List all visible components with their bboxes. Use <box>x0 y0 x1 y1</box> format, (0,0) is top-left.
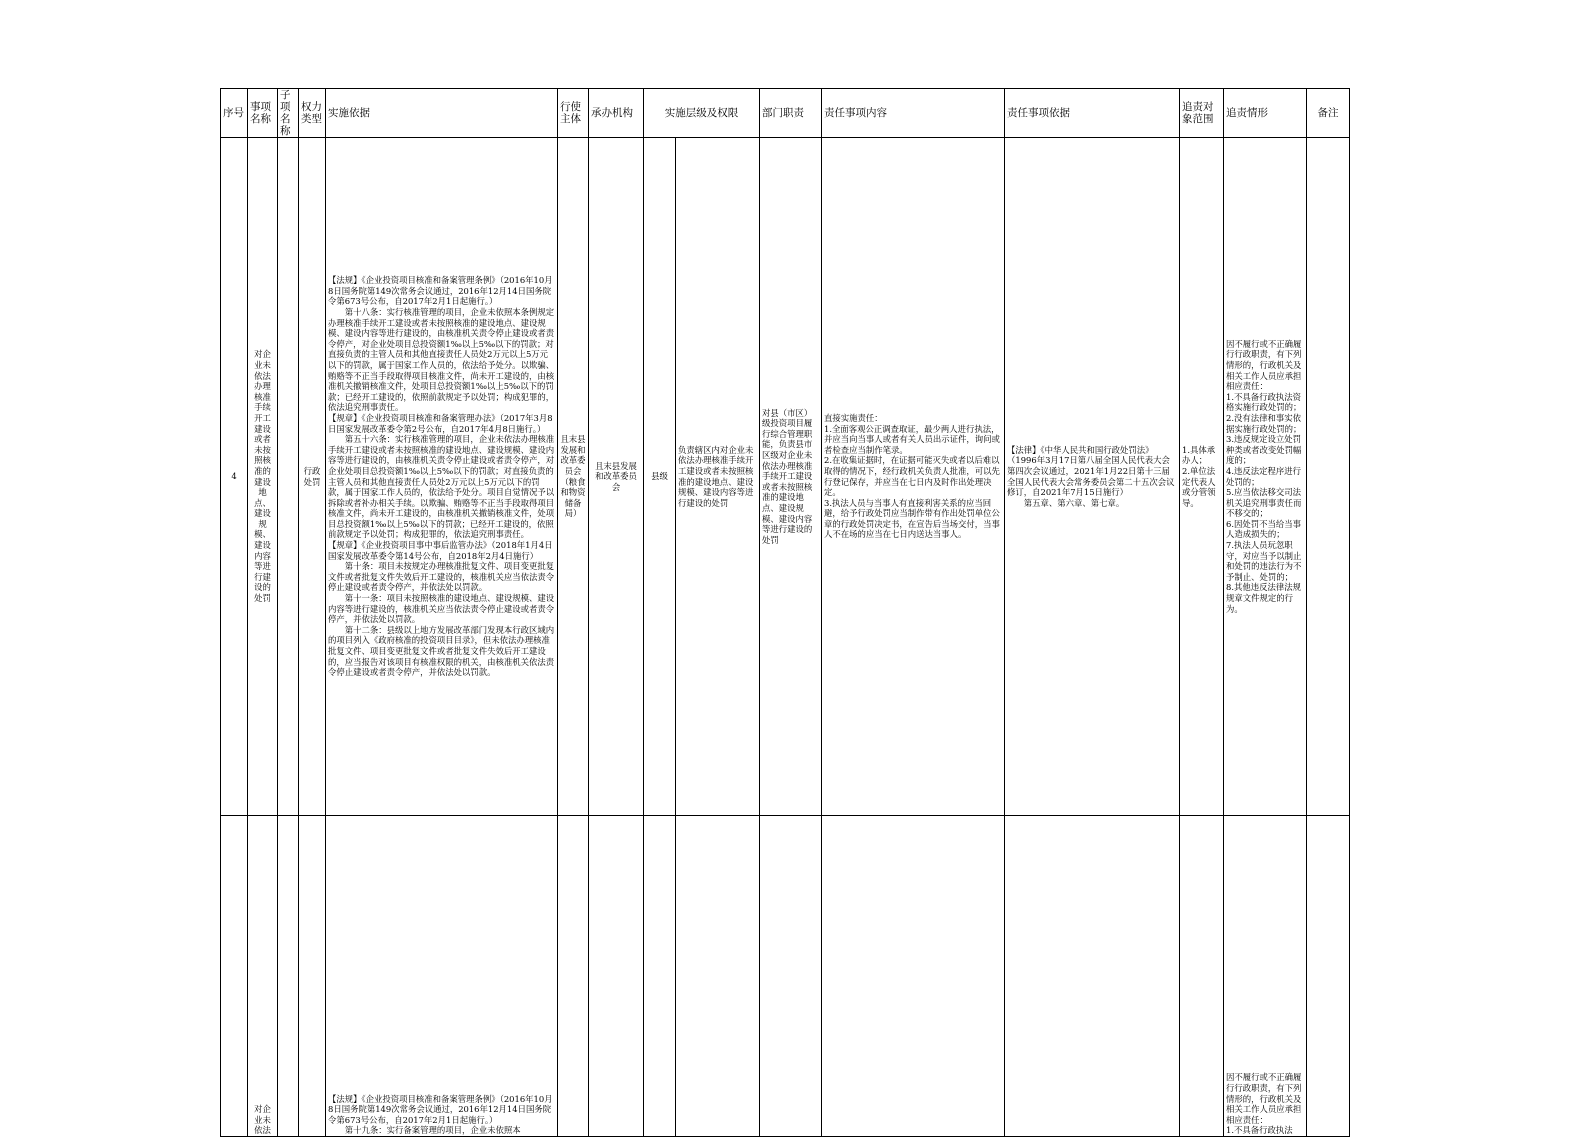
header-sub-item: 子项名称 <box>278 89 299 138</box>
cell-level-detail <box>676 816 760 1137</box>
cell-sub-item <box>278 138 299 816</box>
cell-resp-basis <box>1005 816 1180 1137</box>
header-remark: 备注 <box>1307 89 1350 138</box>
table-row <box>221 138 1350 816</box>
cell-level-detail: 负责辖区内对企业未依法办理核准手续开工建设或者未按照核准的建设地点、建设规模、建设内容等进行建设的处罚 <box>676 138 760 816</box>
header-resp-content: 责任事项内容 <box>822 89 1005 138</box>
header-resp-basis: 责任事项依据 <box>1005 89 1180 138</box>
cell-agency: 且末县发展和改革委员会 <box>589 138 644 816</box>
cell-remark <box>1307 138 1350 816</box>
cell-resp-content: 直接实施责任： 1.全面客观公正调查取证，最少两人进行执法，并应当向当事人或者有关人员出示证件，询问或者检查应当制作笔录。 2.在收集证据时，在证据可能灭失或者以后难以取得的情况下，经行政机关负责人批准，可以先行登记保存，并应当在七日内及时作出处理决定。 3.执法人员与当事人有直接利害关系的应当回避，给予行政处罚应当制作带有作出处罚单位公章的行政处罚决定书，在宣告后当场交付，当事人不在场的应当在七日内送达当事人。 <box>822 138 1005 816</box>
cell-duty: 对县（市区）级投资项目履行综合管理职能，负责县市区级对企业未依法办理核准手续开工建设或者未按照核准的建设地点、建设规模、建设内容等进行建设的处罚 <box>760 138 822 816</box>
header-row <box>221 89 1350 138</box>
header-level: 实施层级及权限 <box>644 89 760 138</box>
cell-item-name: 对企业未依法 <box>248 816 278 1137</box>
document-sheet <box>220 88 1349 1136</box>
cell-power-type <box>299 816 326 1137</box>
cell-remark <box>1307 816 1350 1137</box>
cell-acc-case: 因不履行或不正确履行行政职责，有下列情形的，行政机关及相关工作人员应承担相应责任： 1.不具备行政执法资格实施行政处罚的； 2.没有法律和事实依据实施行政处罚的； 3.违反规定设立处罚种类或者改变处罚幅度的； 4.违反法定程序进行处罚的； 5.应当依法移交司法机关追究刑事责任而不移交的； 6.因处罚不当给当事人造成损失的； 7.执法人员玩忽职守，对应当予以制止和处罚的违法行为不予制止、处罚的； 8.其他违反法律法规规章文件规定的行为。 <box>1224 138 1307 816</box>
cell-basis: 【法规】《企业投资项目核准和备案管理条例》（2016年10月8日国务院第149次常务会议通过，2016年12月14日国务院令第673号公布，自2017年2月1日起施行。） 第十九条：实行备案管理的项目，企业未依照本 <box>326 816 558 1137</box>
cell-level: 县级 <box>644 138 676 816</box>
header-agency: 承办机构 <box>589 89 644 138</box>
cell-duty <box>760 816 822 1137</box>
header-duty: 部门职责 <box>760 89 822 138</box>
header-seq: 序号 <box>221 89 248 138</box>
cell-power-type: 行政处罚 <box>299 138 326 816</box>
header-item-name: 事项名称 <box>248 89 278 138</box>
cell-resp-content <box>822 816 1005 1137</box>
responsibility-table <box>220 88 1350 1137</box>
cell-seq: 4 <box>221 138 248 816</box>
cell-subject: 且末县发展和改革委员会（粮食和物资储备局） <box>558 138 589 816</box>
cell-resp-basis: 【法律】《中华人民共和国行政处罚法》（1996年3月17日第八届全国人民代表大会第四次会议通过，2021年1月22日第十三届全国人民代表大会常务委员会第二十五次会议修订，自2021年7月15日施行） 第五章、第六章、第七章。 <box>1005 138 1180 816</box>
header-power-type: 权力类型 <box>299 89 326 138</box>
cell-seq <box>221 816 248 1137</box>
cell-level <box>644 816 676 1137</box>
cell-subject <box>558 816 589 1137</box>
cell-sub-item <box>278 816 299 1137</box>
cell-basis: 【法规】《企业投资项目核准和备案管理条例》（2016年10月8日国务院第149次常务会议通过，2016年12月14日国务院令第673号公布，自2017年2月1日起施行。） 第十八条：实行核准管理的项目，企业未依照本条例规定办理核准手续开工建设或者未按照核准的建设地点、建设规模、建设内容等进行建设的，由核准机关责令停止建设或者责令停产，对企业处项目总投资额1‰以上5‰以下的罚款；对直接负责的主管人员和其他直接责任人员处2万元以上5万元以下的罚款，属于国家工作人员的，依法给予处分。以欺骗、贿赂等不正当手段取得项目核准文件，尚未开工建设的，由核准机关撤销核准文件，处项目总投资额1‰以上5‰以下的罚款；已经开工建设的，依照前款规定予以处罚；构成犯罪的，依法追究刑事责任。 【规章】《企业投资项目核准和备案管理办法》（2017年3月8日国家发展改革委令第2号公布，自2017年4月8日施行。） 第五十六条：实行核准管理的项目，企业未依法办理核准手续开工建设或者未按照核准的建设地点、建设规模、建设内容等进行建设的，由核准机关责令停止建设或者责令停产，对企业处项目总投资额1‰以上5‰以下的罚款；对直接负责的主管人员和其他直接责任人员处2万元以上5万元以下的罚款，属于国家工作人员的，依法给予处分。项目自觉情况予以拆除或者补办相关手续。以欺骗、贿赂等不正当手段取得项目核准文件，尚未开工建设的，由核准机关撤销核准文件，处项目总投资额1‰以上5‰以下的罚款；已经开工建设的，依照前款规定予以处罚；构成犯罪的，依法追究刑事责任。 【规章】《企业投资项目事中事后监管办法》（2018年1月4日国家发展改革委令第14号公布，自2018年2月4日施行） 第十条：项目未按规定办理核准批复文件、项目变更批复文件或者批复文件失效后开工建设的，核准机关应当依法责令停止建设或者责令停产，并依法处以罚款。 第十一条：项目未按照核准的建设地点、建设规模、建设内容等进行建设的，核准机关应当依法责令停止建设或者责令停产，并依法处以罚款。 第十二条：县级以上地方发展改革部门发现本行政区域内的项目列入《政府核准的投资项目目录》，但未依法办理核准批复文件、项目变更批复文件或者批复文件失效后开工建设的，应当报告对该项目有核准权限的机关，由核准机关依法责令停止建设或者责令停产，并依法处以罚款。 <box>326 138 558 816</box>
cell-item-name: 对企业未依法办理核准手续开工建设或者未按照核准的建设地点、建设规模、建设内容等进行建设的处罚 <box>248 138 278 816</box>
cell-agency <box>589 816 644 1137</box>
cell-acc-scope <box>1180 816 1224 1137</box>
table-row <box>221 816 1350 1137</box>
header-basis: 实施依据 <box>326 89 558 138</box>
header-acc-case: 追责情形 <box>1224 89 1307 138</box>
cell-acc-scope: 1.具体承办人； 2.单位法定代表人或分管领导。 <box>1180 138 1224 816</box>
header-acc-scope: 追责对象范围 <box>1180 89 1224 138</box>
cell-acc-case: 因不履行或不正确履行行政职责，有下列情形的，行政机关及相关工作人员应承担相应责任： 1.不具备行政执法 <box>1224 816 1307 1137</box>
header-subject: 行使主体 <box>558 89 589 138</box>
